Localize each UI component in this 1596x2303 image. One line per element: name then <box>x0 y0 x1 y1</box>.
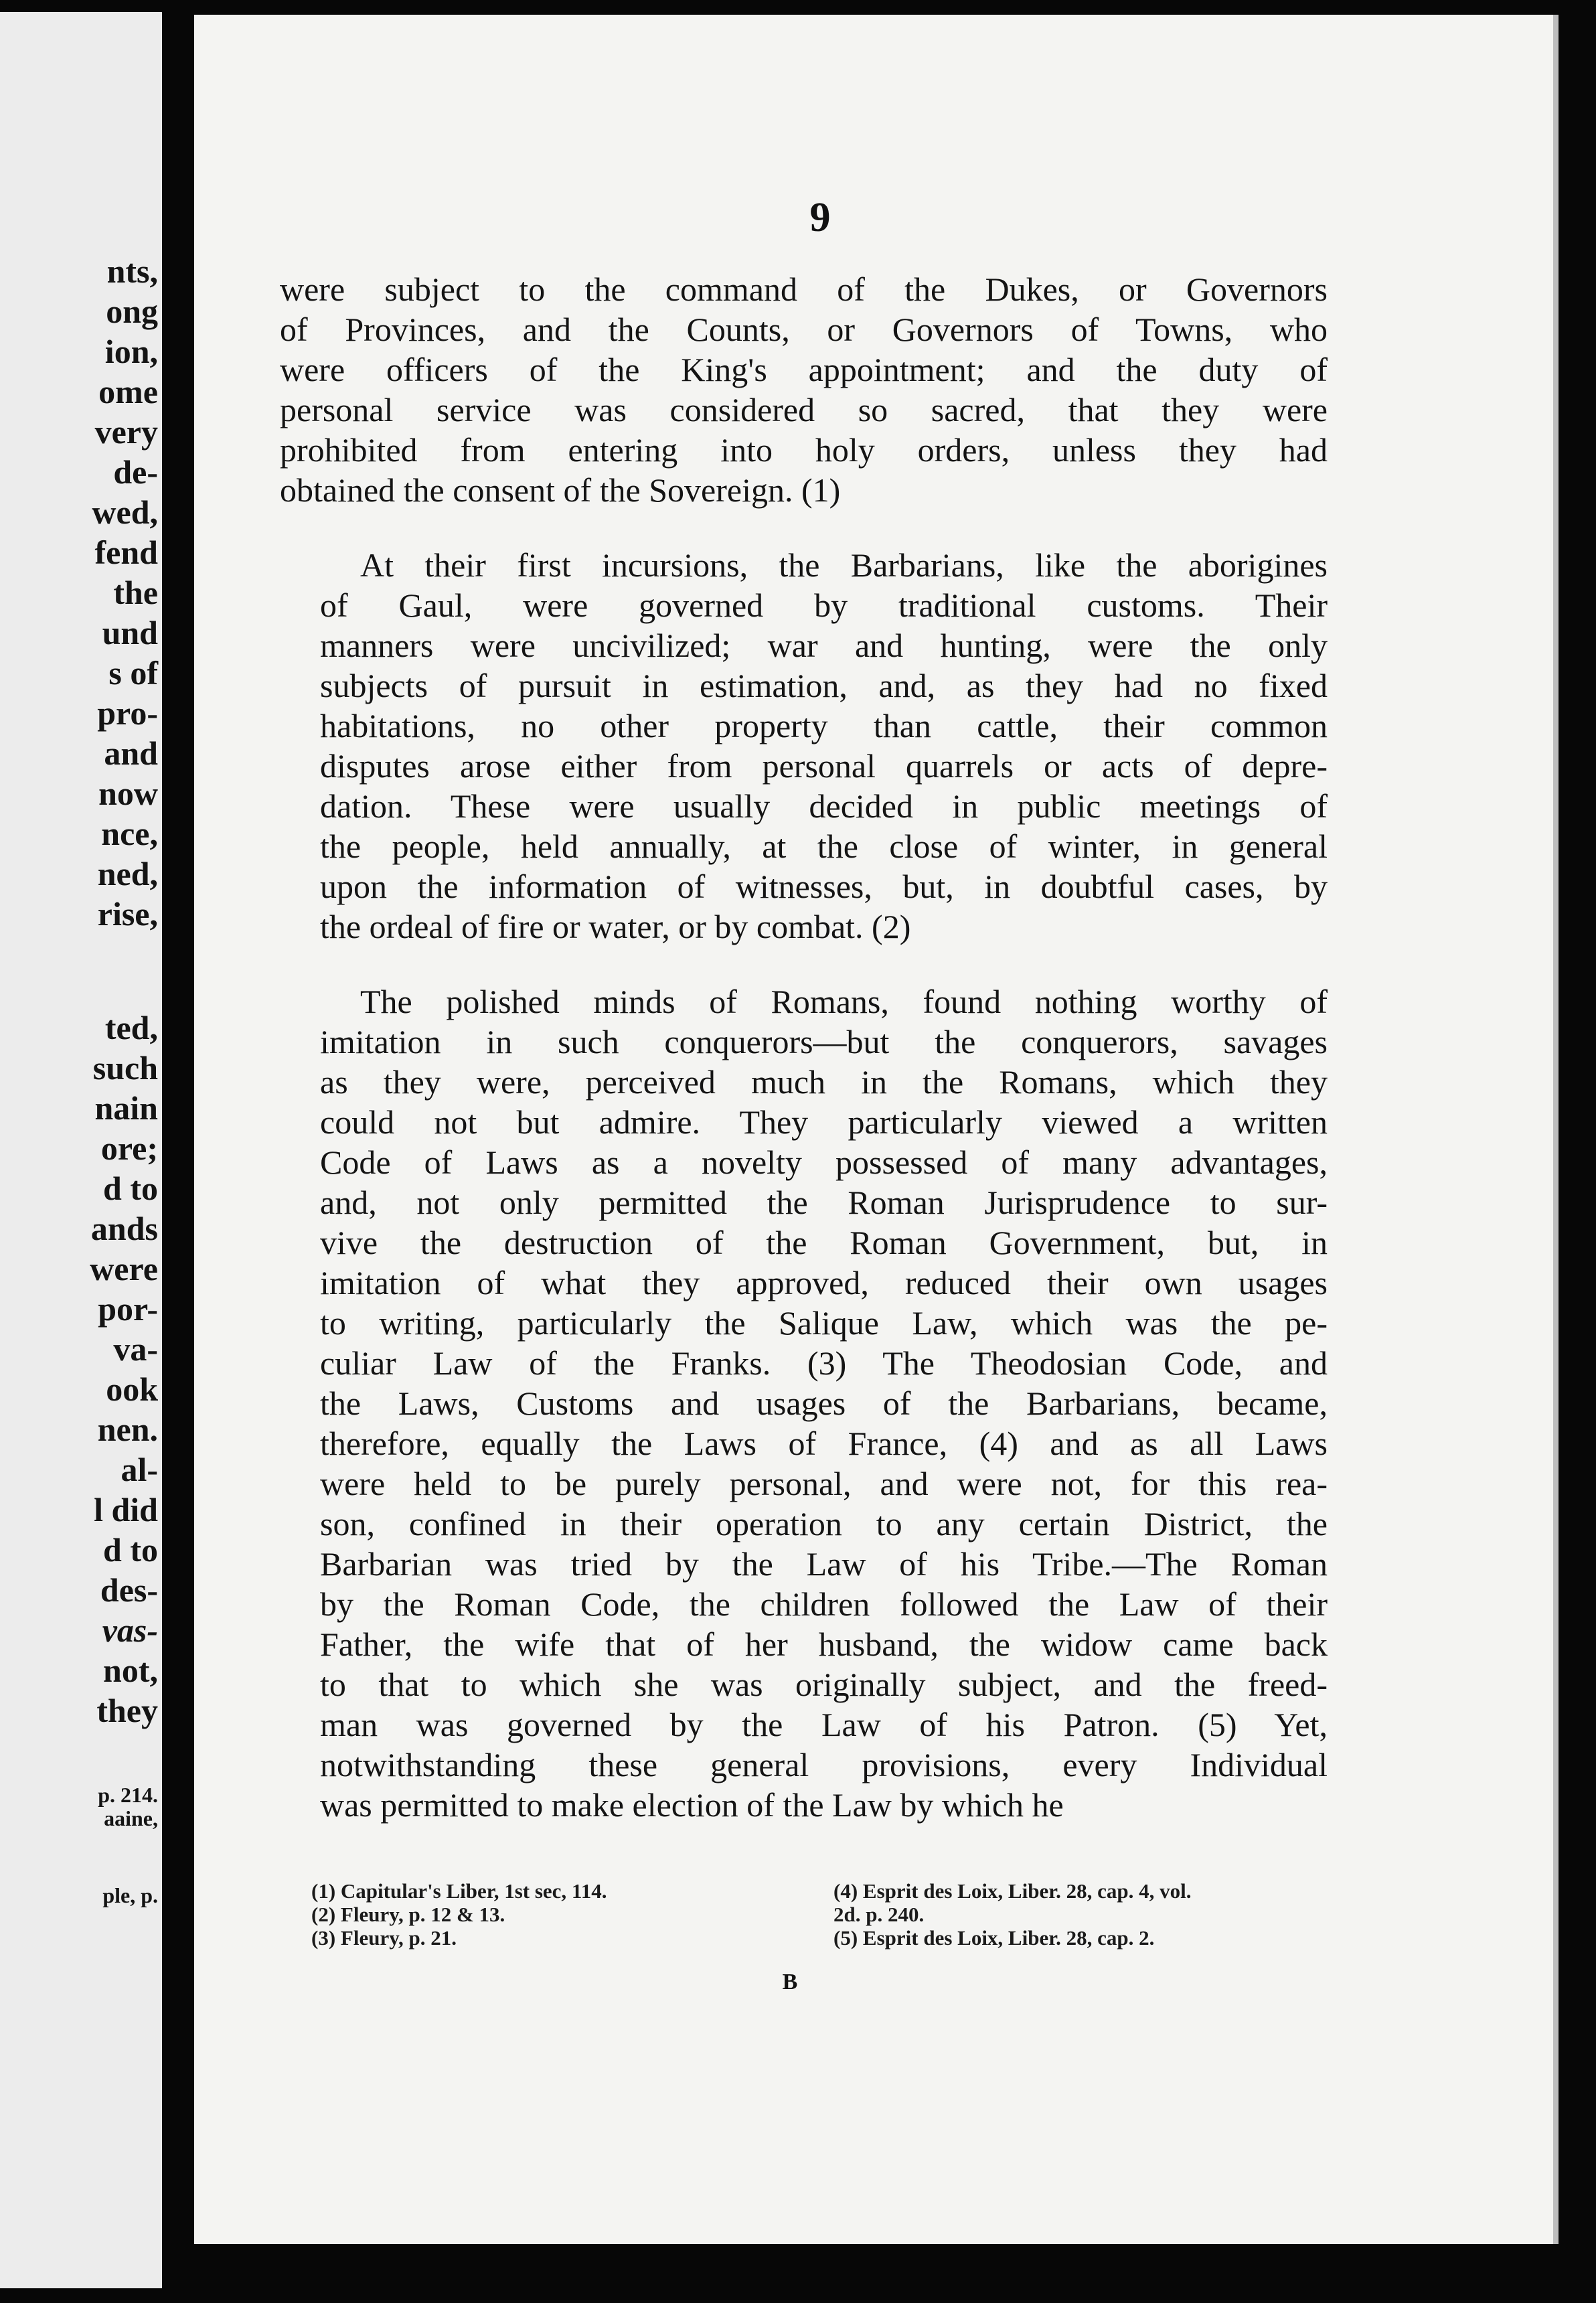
footnote: (3) Fleury, p. 21. <box>311 1926 457 1950</box>
facing-page-word-fragment: ands <box>90 1210 158 1247</box>
text-line: manners were uncivilized; war and hunting, were the only <box>320 627 1328 664</box>
facing-page-word-fragment: ion, <box>104 333 158 370</box>
facing-page-word-fragment: por- <box>98 1290 158 1328</box>
paragraph <box>280 545 1328 947</box>
facing-page-word-fragment: ong <box>106 293 158 330</box>
facing-page-word-fragment: ple, p. <box>102 1883 158 1907</box>
text-line: son, confined in their operation to any certain District, the <box>320 1505 1328 1542</box>
book-page <box>194 15 1559 2244</box>
text-line: obtained the consent of the Sovereign. (1) <box>280 471 841 509</box>
footnotes-right-column <box>833 1879 1342 1950</box>
facing-page-word-fragment: fend <box>94 534 158 571</box>
facing-page-word-fragment: and <box>104 734 158 772</box>
footnote: 2d. p. 240. <box>833 1903 925 1926</box>
facing-page-word-fragment: ook <box>106 1370 158 1408</box>
page-number: 9 <box>809 195 831 240</box>
facing-page-word-fragment: va- <box>113 1330 158 1368</box>
text-line: subjects of pursuit in estimation, and, as they had no fixed <box>320 667 1328 704</box>
footnote: (5) Esprit des Loix, Liber. 28, cap. 2. <box>833 1926 1155 1950</box>
facing-page-word-fragment: de- <box>113 453 158 491</box>
text-line: were subject to the command of the Dukes, or Governors <box>280 270 1328 308</box>
facing-page-word-fragment: nen. <box>97 1411 158 1448</box>
text-line: to that to which she was originally subject, and the freed- <box>320 1666 1328 1703</box>
facing-page-word-fragment: d to <box>103 1531 158 1569</box>
text-line: of Gaul, were governed by traditional customs. Their <box>320 586 1328 624</box>
facing-page-word-fragment: ore; <box>100 1129 158 1167</box>
facing-page-word-fragment: very <box>94 413 158 451</box>
facing-page-word-fragment: they <box>96 1692 158 1729</box>
text-line: to writing, particularly the Salique Law, which was the pe- <box>320 1304 1328 1342</box>
facing-page-fragment <box>0 12 162 2288</box>
facing-page-word-fragment: the <box>113 574 158 611</box>
facing-page-word-fragment: s of <box>108 654 158 692</box>
text-line: and, not only permitted the Roman Jurisprudence to sur- <box>320 1184 1328 1221</box>
facing-page-word-fragment: pro- <box>97 694 158 732</box>
text-line: Father, the wife that of her husband, the widow came back <box>320 1625 1328 1663</box>
text-line: notwithstanding these general provisions, every Individual <box>320 1746 1328 1783</box>
paragraph <box>280 269 1328 510</box>
text-line: by the Roman Code, the children followed the Law of their <box>320 1585 1328 1623</box>
text-line: imitation in such conquerors—but the conquerors, savages <box>320 1023 1328 1060</box>
facing-page-word-fragment: aaine, <box>104 1806 158 1830</box>
body-text <box>280 269 1328 1860</box>
text-line: the people, held annually, at the close of winter, in general <box>320 827 1328 865</box>
facing-page-word-fragment: were <box>90 1250 158 1287</box>
text-line: dation. These were usually decided in public meetings of <box>320 787 1328 825</box>
text-line: the Laws, Customs and usages of the Barbarians, became, <box>320 1384 1328 1422</box>
text-line: man was governed by the Law of his Patron. (5) Yet, <box>320 1706 1328 1743</box>
facing-page-word-fragment: rise, <box>97 895 158 933</box>
facing-page-word-fragment: not, <box>103 1652 158 1689</box>
facing-page-word-fragment: und <box>102 614 158 651</box>
text-line: was permitted to make election of the Law by which he <box>320 1786 1064 1824</box>
facing-page-word-fragment: such <box>92 1049 158 1087</box>
facing-page-word-fragment: des- <box>100 1571 158 1609</box>
facing-page-word-fragment: now <box>98 775 158 812</box>
facing-page-word-fragment: nain <box>94 1089 158 1127</box>
text-line: Code of Laws as a novelty possessed of many advantages, <box>320 1143 1328 1181</box>
facing-page-word-fragment: nce, <box>101 815 158 852</box>
text-line: as they were, perceived much in the Romans, which they <box>320 1063 1328 1101</box>
footnotes-left-column <box>311 1879 726 1950</box>
text-line: habitations, no other property than cattle, their common <box>320 707 1328 744</box>
footnote: (1) Capitular's Liber, 1st sec, 114. <box>311 1879 607 1903</box>
facing-page-word-fragment: vas- <box>102 1611 158 1649</box>
text-line: therefore, equally the Laws of France, (4) and as all Laws <box>320 1425 1328 1462</box>
text-line: were held to be purely personal, and were not, for this rea- <box>320 1465 1328 1502</box>
facing-page-word-fragment: ted, <box>104 1009 158 1046</box>
text-line: were officers of the King's appointment; and the duty of <box>280 351 1328 388</box>
text-line: upon the information of witnesses, but, in doubtful cases, by <box>320 868 1328 905</box>
facing-page-word-fragment: ome <box>98 373 158 410</box>
facing-page-word-fragment: ned, <box>97 855 158 892</box>
paragraph <box>280 981 1328 1825</box>
facing-page-word-fragment: l did <box>94 1491 158 1528</box>
facing-page-word-fragment: p. 214. <box>98 1783 158 1807</box>
text-line: The polished minds of Romans, found nothing worthy of <box>360 983 1328 1020</box>
footnote: (2) Fleury, p. 12 & 13. <box>311 1903 505 1926</box>
text-line: vive the destruction of the Roman Government, but, in <box>320 1224 1328 1261</box>
facing-page-word-fragment: wed, <box>92 493 158 531</box>
text-line: At their first incursions, the Barbarians, like the aborigines <box>360 546 1328 584</box>
text-line: of Provinces, and the Counts, or Governors of Towns, who <box>280 311 1328 348</box>
text-line: the ordeal of fire or water, or by combat. (2) <box>320 908 911 945</box>
facing-page-word-fragment: nts, <box>106 252 158 290</box>
text-line: prohibited from entering into holy orders, unless they had <box>280 431 1328 469</box>
facing-page-word-fragment: d to <box>103 1170 158 1207</box>
text-line: culiar Law of the Franks. (3) The Theodosian Code, and <box>320 1344 1328 1382</box>
text-line: Barbarian was tried by the Law of his Tribe.—The Roman <box>320 1545 1328 1583</box>
signature-mark: B <box>782 1970 798 1994</box>
text-line: could not but admire. They particularly viewed a written <box>320 1103 1328 1141</box>
text-line: disputes arose either from personal quarrels or acts of depre- <box>320 747 1328 785</box>
footnote: (4) Esprit des Loix, Liber. 28, cap. 4, vol. <box>833 1879 1192 1903</box>
text-line: personal service was considered so sacred, that they were <box>280 391 1328 428</box>
facing-page-word-fragment: al- <box>121 1451 158 1488</box>
text-line: imitation of what they approved, reduced their own usages <box>320 1264 1328 1301</box>
